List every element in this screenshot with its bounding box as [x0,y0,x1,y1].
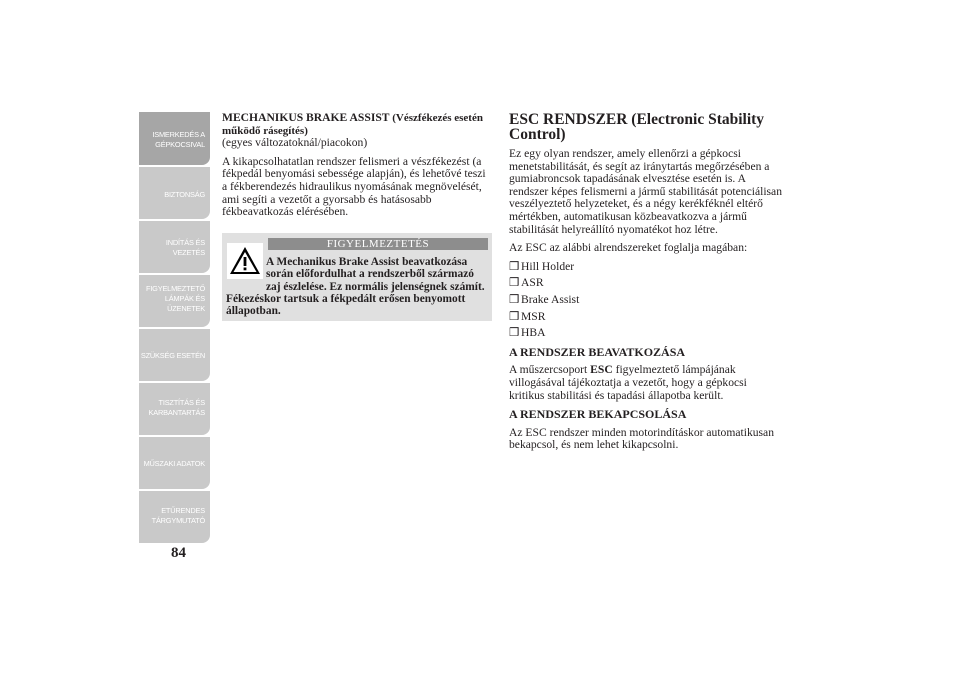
list-item: ❒ HBA [509,326,546,340]
warning-box [222,233,492,321]
subsystem-list [509,261,784,340]
brake-assist-paragraph: A kikapcsolhatatlan rendszer felismeri a vészfékezést (a fékpedál benyomási sebessége alapján), és lehetővé teszi a fékberendezés hidraulikus nyomásának megnövelését, ami segíti a vezetőt a gyorsabb és hatásosabb fékbeavatkozás elérésében. [222,154,486,219]
intervention-heading: A RENDSZER BEAVATKOZÁSA [509,344,686,359]
esc-heading: ESC RENDSZER (Electronic Stability Control) [509,111,765,143]
column-left [222,112,492,321]
esc-paragraph: Ez egy olyan rendszer, amely ellenőrzi a gépkocsi menetstabilitását, és segít az iránytartás megőrzésében a gumiabroncsok tapadásának elvesztése esetén is. A rendszer képes felismerni a jármű stabilitását potenciálisan veszélyeztető helyzeteket, és a négy kerékféknél eltérő mértékben, automatikusan közbeavatkozva a jármű stabilitását helyreállító nyomatékot hoz létre. [509,147,782,236]
tab-muszaki[interactable]: MŰSZAKI ADATOK [139,437,210,489]
brake-assist-heading: MECHANIKUS BRAKE ASSIST [222,111,390,124]
list-item: ❒ Hill Holder [509,259,575,273]
intervention-paragraph: A műszercsoport ESC figyelmeztető lámpájának villogásával tájékoztatja a vezetőt, hogy a gépkocsi kritikus stabilitási és tapadási állapotba került. [509,363,747,402]
esc-subsystems-intro: Az ESC az alábbi alrendszereket foglalja magában: [509,241,748,255]
list-item: ❒ MSR [509,309,546,323]
variant-note: (egyes változatoknál/piacokon) [222,136,368,150]
tab-tisztitas[interactable]: TISZTÍTÁS ÉS KARBANTARTÁS [139,383,210,435]
page-number: 84 [171,545,186,561]
esc-label: ESC [590,363,613,377]
tab-inditas[interactable]: INDÍTÁS ÉS VEZETÉS [139,221,210,273]
list-item: ❒ Brake Assist [509,292,580,306]
checkbox-bullet-icon: ❒ [509,292,520,306]
tab-biztonsag[interactable]: BIZTONSÁG [139,167,210,219]
checkbox-bullet-icon: ❒ [509,276,520,290]
tab-targymutato[interactable]: ETŰRENDES TÁRGYMUTATÓ [139,491,210,543]
tab-ismerkedes[interactable]: ISMERKEDÉS A GÉPKOCSIVAL [139,112,210,165]
tab-szukseg[interactable]: SZÜKSÉG ESETÉN [139,329,210,381]
warning-title: FIGYELMEZTETÉS [268,238,488,250]
checkbox-bullet-icon: ❒ [509,326,520,340]
warning-text: A Mechanikus Brake Assist beavatkozása során előfordulhat a rendszerből származó zaj észlelése. Ez normális jelenségnek számít. Fékezéskor tartsuk a fékpedált erősen benyomott állapotban. [226,255,485,318]
column-right [509,112,784,458]
checkbox-bullet-icon: ❒ [509,259,520,273]
checkbox-bullet-icon: ❒ [509,309,520,323]
activation-paragraph: Az ESC rendszer minden motorindításkor automatikusan bekapcsol, és nem lehet kikapcsolni. [509,425,774,452]
brake-assist-heading-paren: (Vészfékezés esetén működő rásegítés) [222,112,483,137]
activation-heading: A RENDSZER BEKAPCSOLÁSA [509,407,687,422]
list-item: ❒ ASR [509,276,544,290]
tab-figyelmezteto[interactable]: FIGYELMEZTETŐ LÁMPÁK ÉS ÜZENETEK [139,275,210,327]
